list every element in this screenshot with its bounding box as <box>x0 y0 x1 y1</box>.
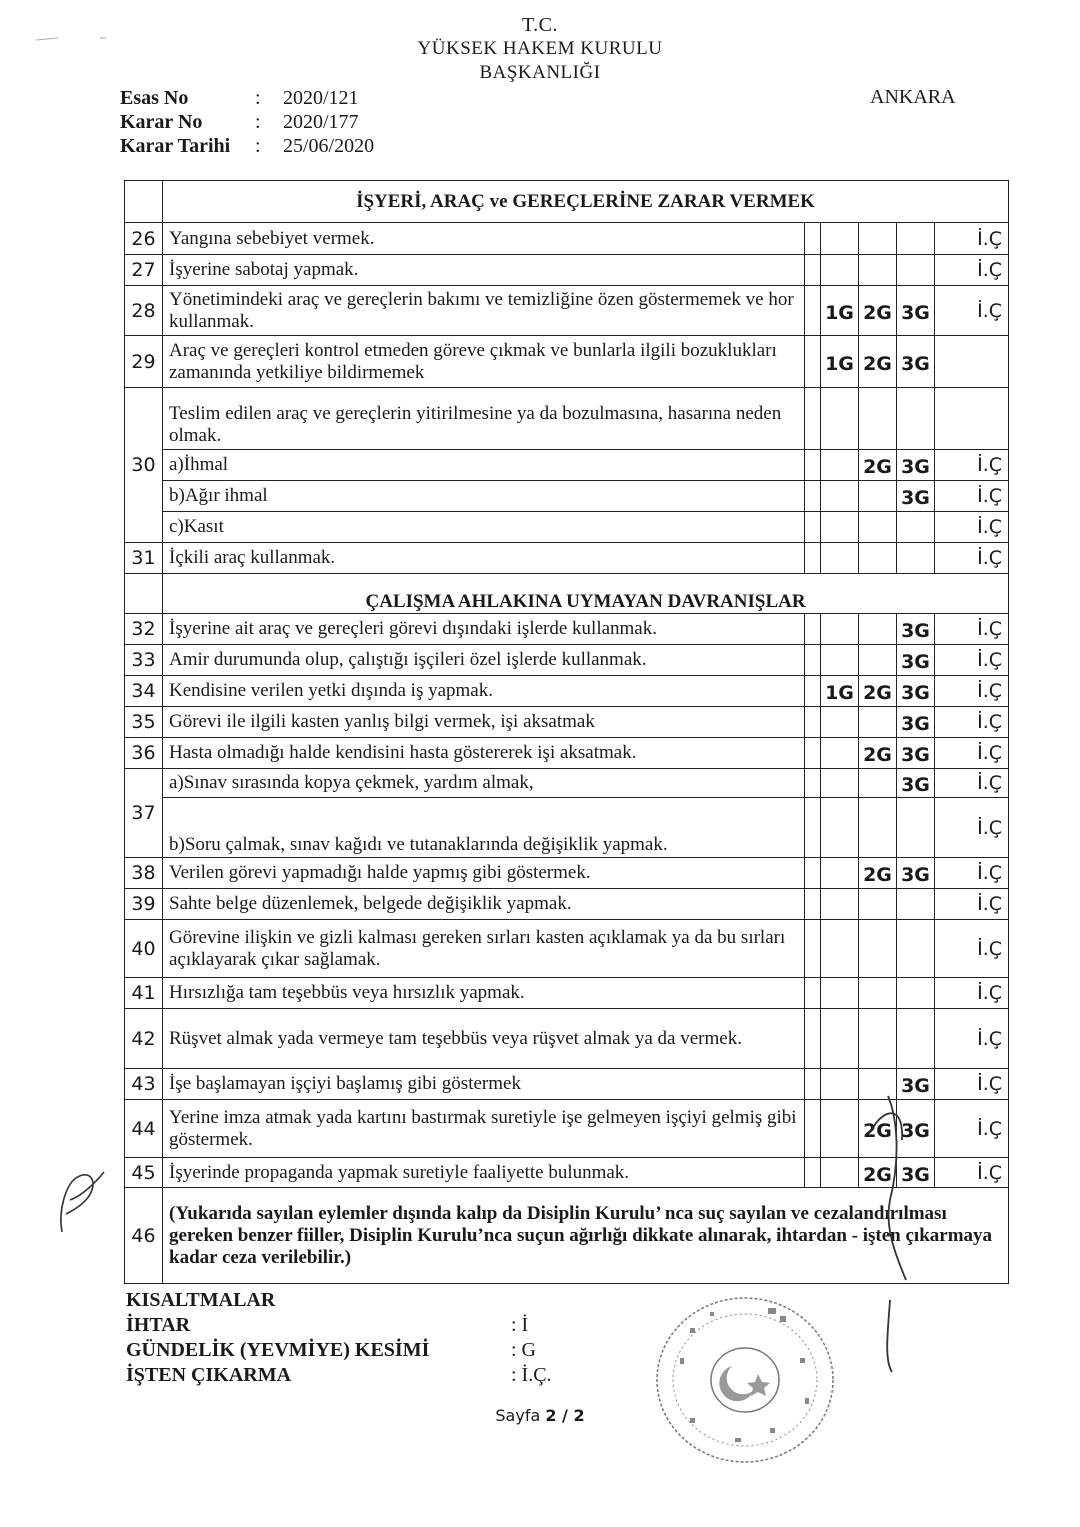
penalty-cell <box>805 645 821 676</box>
city-label: ANKARA <box>870 86 956 108</box>
penalty-3g: 3G <box>897 336 935 388</box>
penalty-dismissal: İ.Ç <box>935 707 1009 738</box>
penalty-3g <box>897 889 935 920</box>
discipline-table <box>124 180 1009 1284</box>
row-number: 27 <box>125 255 163 286</box>
penalty-2g <box>859 920 897 978</box>
row-text: Yerine imza atmak yada kartını bastırmak suretiyle işe gelmeyen işçiyi gelmiş gibi göstermek. <box>163 1100 805 1158</box>
penalty-3g <box>897 543 935 574</box>
penalty-cell <box>859 388 897 450</box>
table-row <box>125 223 1009 255</box>
table-row <box>125 512 1009 543</box>
penalty-dismissal: İ.Ç <box>935 223 1009 255</box>
section-title: İŞYERİ, ARAÇ ve GEREÇLERİNE ZARAR VERMEK <box>163 181 1009 223</box>
penalty-dismissal <box>935 336 1009 388</box>
row-number: 31 <box>125 543 163 574</box>
penalty-3g: 3G <box>897 707 935 738</box>
penalty-3g <box>897 978 935 1009</box>
row-number: 26 <box>125 223 163 255</box>
table-row <box>125 1009 1009 1069</box>
abbreviation-item <box>126 1363 552 1388</box>
penalty-2g <box>859 769 897 798</box>
table-row <box>125 645 1009 676</box>
penalty-1g: 1G <box>821 336 859 388</box>
header-institution: YÜKSEK HAKEM KURULU <box>417 38 663 59</box>
penalty-cell <box>805 286 821 336</box>
penalty-dismissal: İ.Ç <box>935 769 1009 798</box>
penalty-dismissal: İ.Ç <box>935 738 1009 769</box>
penalty-2g: 2G <box>859 738 897 769</box>
penalty-cell <box>805 889 821 920</box>
penalty-2g: 2G <box>859 858 897 889</box>
table-row <box>125 738 1009 769</box>
table-row <box>125 1069 1009 1100</box>
penalty-dismissal: İ.Ç <box>935 978 1009 1009</box>
penalty-3g: 3G <box>897 1100 935 1158</box>
penalty-dismissal: İ.Ç <box>935 614 1009 645</box>
table-row <box>125 889 1009 920</box>
penalty-1g <box>821 978 859 1009</box>
penalty-2g <box>859 223 897 255</box>
penalty-3g <box>897 223 935 255</box>
penalty-dismissal: İ.Ç <box>935 858 1009 889</box>
table-row <box>125 1158 1009 1188</box>
penalty-1g <box>821 512 859 543</box>
penalty-1g <box>821 1158 859 1188</box>
row-number: 38 <box>125 858 163 889</box>
meta-value: 2020/177 <box>283 111 359 133</box>
page-number <box>0 1406 1080 1425</box>
penalty-3g: 3G <box>897 769 935 798</box>
row-text: Sahte belge düzenlemek, belgede değişiklik yapmak. <box>163 889 805 920</box>
meta-value: 25/06/2020 <box>283 135 375 157</box>
row-number: 37 <box>125 769 163 858</box>
penalty-cell <box>805 543 821 574</box>
penalty-1g: 1G <box>821 286 859 336</box>
row-number: 40 <box>125 920 163 978</box>
penalty-1g <box>821 645 859 676</box>
penalty-cell <box>805 798 821 858</box>
row-number: 30 <box>125 388 163 543</box>
penalty-cell <box>805 769 821 798</box>
meta-key: Karar Tarihi <box>120 135 231 157</box>
row-text: Görevine ilişkin ve gizli kalması gereken sırları kasten açıklamak ya da bu sırları açıklayarak çıkar sağlamak. <box>163 920 805 978</box>
row-text: Verilen görevi yapmadığı halde yapmış gibi göstermek. <box>163 858 805 889</box>
penalty-dismissal: İ.Ç <box>935 286 1009 336</box>
penalty-1g <box>821 481 859 512</box>
abbreviations-title: KISALTMALAR <box>126 1289 276 1311</box>
abbreviations <box>126 1288 552 1388</box>
penalty-2g: 2G <box>859 336 897 388</box>
row-number: 36 <box>125 738 163 769</box>
penalty-cell <box>805 1100 821 1158</box>
penalty-3g <box>897 1009 935 1069</box>
penalty-1g <box>821 614 859 645</box>
table-row <box>125 1188 1009 1284</box>
penalty-dismissal: İ.Ç <box>935 798 1009 858</box>
section-num-cell <box>125 181 163 223</box>
row-number: 45 <box>125 1158 163 1188</box>
abbreviation-value: : G <box>511 1339 536 1361</box>
penalty-cell <box>805 978 821 1009</box>
penalty-2g: 2G <box>859 1100 897 1158</box>
penalty-1g <box>821 1100 859 1158</box>
penalty-cell <box>805 1009 821 1069</box>
penalty-cell <box>805 707 821 738</box>
penalty-1g <box>821 707 859 738</box>
meta-esas-no <box>120 86 374 110</box>
penalty-3g <box>897 512 935 543</box>
penalty-3g: 3G <box>897 1069 935 1100</box>
row-text: İşyerine ait araç ve gereçleri görevi dışındaki işlerde kullanmak. <box>163 614 805 645</box>
row-number: 32 <box>125 614 163 645</box>
row-text: Yönetimindeki araç ve gereçlerin bakımı ve temizliğine özen göstermemek ve hor kullanmak. <box>163 286 805 336</box>
table-row <box>125 1100 1009 1158</box>
penalty-2g <box>859 512 897 543</box>
penalty-cell <box>805 738 821 769</box>
row-text: c)Kasıt <box>163 512 805 543</box>
penalty-2g <box>859 1009 897 1069</box>
penalty-dismissal: İ.Ç <box>935 920 1009 978</box>
penalty-cell <box>897 388 935 450</box>
row-number: 42 <box>125 1009 163 1069</box>
abbreviation-item <box>126 1313 552 1338</box>
row-text: Teslim edilen araç ve gereçlerin yitirilmesine ya da bozulmasına, hasarına neden olmak. <box>163 388 805 450</box>
penalty-dismissal: İ.Ç <box>935 645 1009 676</box>
row-text: b)Soru çalmak, sınav kağıdı ve tutanaklarında değişiklik yapmak. <box>163 798 805 858</box>
row-number: 41 <box>125 978 163 1009</box>
penalty-1g <box>821 1009 859 1069</box>
penalty-cell <box>805 255 821 286</box>
row-text: Görevi ile ilgili kasten yanlış bilgi vermek, işi aksatmak <box>163 707 805 738</box>
penalty-3g: 3G <box>897 614 935 645</box>
abbreviation-value: : İ <box>511 1314 529 1336</box>
penalty-1g <box>821 255 859 286</box>
row-text: Araç ve gereçleri kontrol etmeden göreve çıkmak ve bunlarla ilgili bozuklukları zamanında yetkiliye bildirmemek <box>163 336 805 388</box>
penalty-dismissal: İ.Ç <box>935 1158 1009 1188</box>
table-row <box>125 614 1009 645</box>
row-text: İçkili araç kullanmak. <box>163 543 805 574</box>
case-meta <box>120 86 374 158</box>
penalty-dismissal: İ.Ç <box>935 512 1009 543</box>
meta-sep: : <box>255 111 261 133</box>
table-row <box>125 388 1009 450</box>
penalty-1g <box>821 798 859 858</box>
penalty-2g <box>859 481 897 512</box>
penalty-cell <box>805 512 821 543</box>
penalty-3g: 3G <box>897 676 935 707</box>
row-note: (Yukarıda sayılan eylemler dışında kalıp da Disiplin Kurulu’ nca suç sayılan ve cezalandırılması gereken benzer fiiller, Disiplin Kurulu’nca suçun ağırlığı dikkate alınarak, ihtardan - işten çıkarmaya kadar ceza verilebilir.) <box>163 1188 1009 1284</box>
table-row <box>125 481 1009 512</box>
penalty-3g <box>897 798 935 858</box>
table-row <box>125 676 1009 707</box>
row-text: b)Ağır ihmal <box>163 481 805 512</box>
penalty-3g: 3G <box>897 481 935 512</box>
penalty-dismissal: İ.Ç <box>935 1009 1009 1069</box>
row-text: İşyerine sabotaj yapmak. <box>163 255 805 286</box>
penalty-1g <box>821 920 859 978</box>
header-tc: T.C. <box>521 14 559 36</box>
penalty-1g <box>821 1069 859 1100</box>
meta-sep: : <box>255 87 261 109</box>
meta-key: Esas No <box>120 87 189 109</box>
table-row <box>125 450 1009 481</box>
penalty-1g <box>821 889 859 920</box>
row-number: 35 <box>125 707 163 738</box>
penalty-dismissal: İ.Ç <box>935 889 1009 920</box>
meta-sep: : <box>255 135 261 157</box>
row-number: 28 <box>125 286 163 336</box>
row-number: 44 <box>125 1100 163 1158</box>
abbreviation-value: : İ.Ç. <box>511 1364 552 1386</box>
penalty-1g <box>821 450 859 481</box>
penalty-3g: 3G <box>897 645 935 676</box>
row-text: a)İhmal <box>163 450 805 481</box>
table-row <box>125 858 1009 889</box>
section-row <box>125 181 1009 223</box>
penalty-2g <box>859 707 897 738</box>
penalty-3g: 3G <box>897 738 935 769</box>
penalty-1g: 1G <box>821 676 859 707</box>
penalty-3g: 3G <box>897 858 935 889</box>
abbreviation-label: İŞTEN ÇIKARMA <box>126 1364 292 1386</box>
row-text: Hırsızlığa tam teşebbüs veya hırsızlık yapmak. <box>163 978 805 1009</box>
penalty-2g <box>859 614 897 645</box>
penalty-dismissal: İ.Ç <box>935 450 1009 481</box>
table-row <box>125 255 1009 286</box>
penalty-cell <box>805 614 821 645</box>
penalty-cell <box>805 388 821 450</box>
meta-value: 2020/121 <box>283 87 359 109</box>
abbreviation-item <box>126 1338 552 1363</box>
table-row <box>125 920 1009 978</box>
penalty-cell <box>805 450 821 481</box>
row-number: 33 <box>125 645 163 676</box>
row-text: Kendisine verilen yetki dışında iş yapmak. <box>163 676 805 707</box>
penalty-2g <box>859 798 897 858</box>
page-current: 2 / 2 <box>545 1406 585 1425</box>
row-text: Amir durumunda olup, çalıştığı işçileri özel işlerde kullanmak. <box>163 645 805 676</box>
row-text: İşe başlamayan işçiyi başlamış gibi göstermek <box>163 1069 805 1100</box>
penalty-cell <box>805 336 821 388</box>
section-num-cell <box>125 574 163 614</box>
meta-key: Karar No <box>120 111 203 133</box>
penalty-2g: 2G <box>859 1158 897 1188</box>
penalty-cell <box>805 920 821 978</box>
penalty-2g <box>859 543 897 574</box>
row-number: 29 <box>125 336 163 388</box>
meta-karar-no <box>120 110 374 134</box>
penalty-dismissal: İ.Ç <box>935 255 1009 286</box>
penalty-dismissal: İ.Ç <box>935 676 1009 707</box>
row-number: 43 <box>125 1069 163 1100</box>
row-text: a)Sınav sırasında kopya çekmek, yardım almak, <box>163 769 805 798</box>
penalty-2g: 2G <box>859 286 897 336</box>
penalty-dismissal: İ.Ç <box>935 481 1009 512</box>
penalty-2g: 2G <box>859 676 897 707</box>
table-row <box>125 336 1009 388</box>
penalty-cell <box>805 676 821 707</box>
abbreviation-label: İHTAR <box>126 1314 191 1336</box>
penalty-2g <box>859 889 897 920</box>
penalty-1g <box>821 543 859 574</box>
penalty-cell <box>935 388 1009 450</box>
penalty-cell <box>805 1158 821 1188</box>
penalty-2g <box>859 1069 897 1100</box>
penalty-cell <box>805 223 821 255</box>
table-row <box>125 978 1009 1009</box>
penalty-3g <box>897 255 935 286</box>
penalty-cell <box>805 1069 821 1100</box>
section-row <box>125 574 1009 614</box>
table-row <box>125 543 1009 574</box>
penalty-3g <box>897 920 935 978</box>
row-text: İşyerinde propaganda yapmak suretiyle faaliyette bulunmak. <box>163 1158 805 1188</box>
row-number: 46 <box>125 1188 163 1284</box>
penalty-dismissal: İ.Ç <box>935 543 1009 574</box>
page-prefix: Sayfa <box>495 1406 546 1425</box>
table-row <box>125 769 1009 798</box>
row-text: Rüşvet almak yada vermeye tam teşebbüs veya rüşvet almak ya da vermek. <box>163 1009 805 1069</box>
penalty-3g: 3G <box>897 450 935 481</box>
section-title: ÇALIŞMA AHLAKINA UYMAYAN DAVRANIŞLAR <box>163 574 1009 614</box>
penalty-dismissal: İ.Ç <box>935 1069 1009 1100</box>
penalty-2g: 2G <box>859 450 897 481</box>
row-text: Yangına sebebiyet vermek. <box>163 223 805 255</box>
penalty-dismissal: İ.Ç <box>935 1100 1009 1158</box>
penalty-1g <box>821 738 859 769</box>
penalty-3g: 3G <box>897 286 935 336</box>
penalty-2g <box>859 978 897 1009</box>
header-presidency: BAŞKANLIĞI <box>479 62 601 83</box>
abbreviation-label: GÜNDELİK (YEVMİYE) KESİMİ <box>126 1339 430 1361</box>
penalty-cell <box>821 388 859 450</box>
penalty-cell <box>805 481 821 512</box>
penalty-1g <box>821 858 859 889</box>
penalty-1g <box>821 223 859 255</box>
penalty-cell <box>805 858 821 889</box>
meta-karar-tarihi <box>120 134 374 158</box>
table-row <box>125 286 1009 336</box>
row-number: 34 <box>125 676 163 707</box>
penalty-3g: 3G <box>897 1158 935 1188</box>
penalty-1g <box>821 769 859 798</box>
table-row <box>125 798 1009 858</box>
row-text: Hasta olmadığı halde kendisini hasta göstererek işi aksatmak. <box>163 738 805 769</box>
penalty-2g <box>859 255 897 286</box>
official-seal-icon <box>650 1288 840 1468</box>
row-number: 39 <box>125 889 163 920</box>
table-row <box>125 707 1009 738</box>
penalty-2g <box>859 645 897 676</box>
